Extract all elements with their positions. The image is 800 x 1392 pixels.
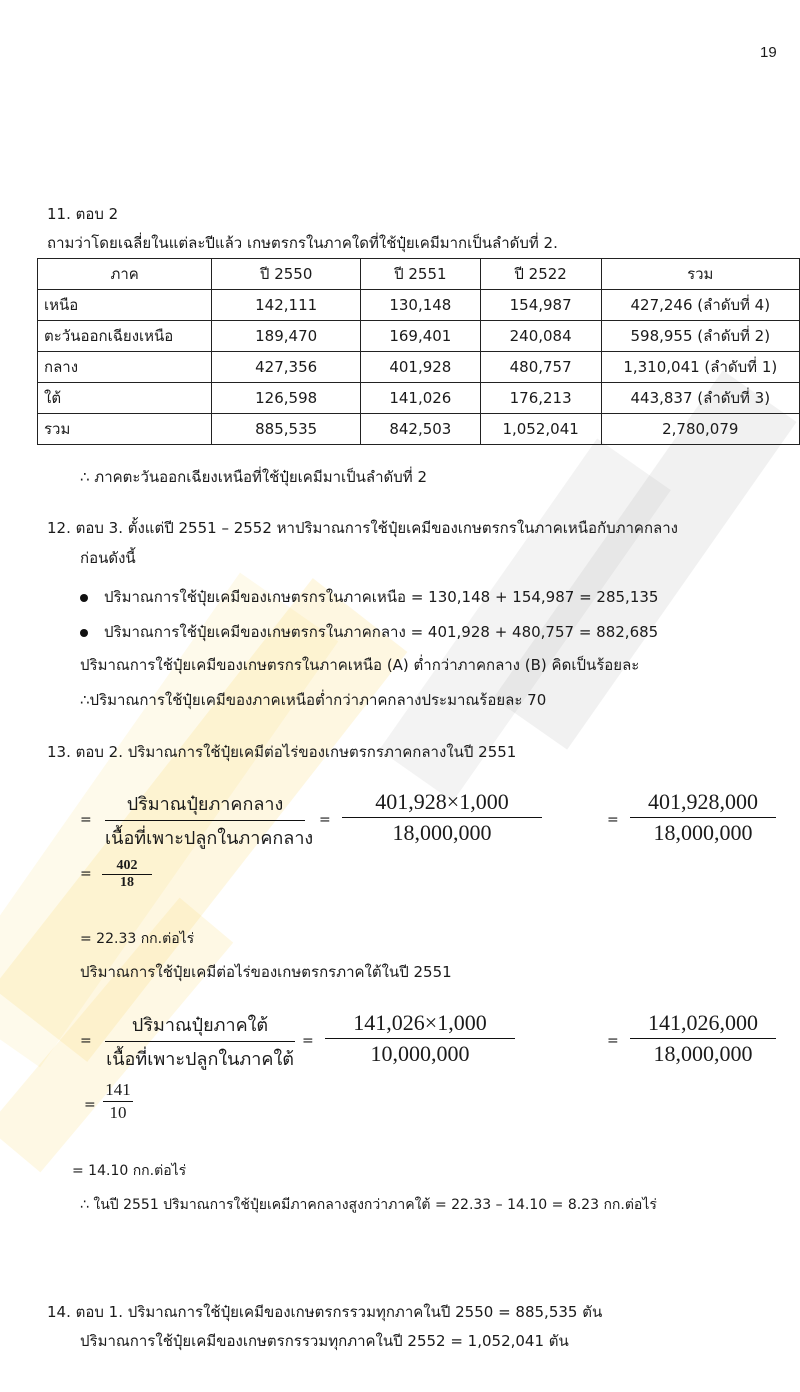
frac-numerator: 401,928,000 [648,789,758,814]
fraction-simplified-south [103,1080,133,1123]
q11-question: ถามว่าโดยเฉลี่ยในแต่ละปีแล้ว เกษตรกรในภาคใดที่ใช้ปุ๋ยเคมีมากเป็นลำดับที่ 2. [47,234,558,252]
cell-value: 142,111 [212,290,361,321]
table-row [38,290,800,321]
fraction-result-central [630,789,776,846]
bullet-text: ปริมาณการใช้ปุ๋ยเคมีของเกษตรกรในภาคเหนือ = 130,148 + 154,987 = 285,135 [104,588,659,606]
fraction-formula-central [105,789,314,852]
cell-total: 1,310,041 (ลำดับที่ 1) [601,352,799,383]
south-result: = 14.10 กก.ต่อไร่ [72,1163,187,1179]
q12-line3: ปริมาณการใช้ปุ๋ยเคมีของเกษตรกรในภาคเหนือ (A) ต่ำกว่าภาคกลาง (B) คิดเป็นร้อยละ [80,656,640,674]
cell-value: 189,470 [212,321,361,352]
cell-value: 126,598 [212,383,361,414]
frac-numerator: 401,928×1,000 [375,789,509,814]
table-row [38,352,800,383]
fraction-calc-south [325,1010,515,1067]
frac-denominator: 18 [120,875,134,890]
q11-heading: 11. ตอบ 2 [47,205,119,223]
equals-sign: = [607,1033,619,1049]
col-header-2551: ปี 2551 [360,259,480,290]
q12-conclusion: ∴ปริมาณการใช้ปุ๋ยเคมีของภาคเหนือต่ำกว่าภาคกลางประมาณร้อยละ 70 [80,691,547,709]
cell-total: 2,780,079 [601,414,799,445]
frac-denominator: 18,000,000 [653,820,753,845]
equals-sign: = [80,866,92,882]
col-header-2522: ปี 2522 [480,259,601,290]
frac-numerator: 141,026×1,000 [353,1010,487,1035]
central-result: = 22.33 กก.ต่อไร่ [80,931,195,947]
q12-bullet-central [80,620,658,644]
frac-denominator: 18,000,000 [653,1041,753,1066]
equals-sign: = [80,812,92,828]
q14-line2: ปริมาณการใช้ปุ๋ยเคมีของเกษตรกรรวมทุกภาคในปี 2552 = 1,052,041 ตัน [80,1332,569,1350]
q12-bullet-north [80,585,658,609]
frac-numerator: ปริมาณปุ๋ยภาคใต้ [131,1015,269,1036]
fraction-calc-central [342,789,542,846]
equals-sign: = [80,1033,92,1049]
q13-heading: 13. ตอบ 2. ปริมาณการใช้ปุ๋ยเคมีต่อไร่ของเกษตรกรภาคกลางในปี 2551 [47,743,517,761]
fraction-formula-south [105,1010,295,1073]
cell-value: 141,026 [360,383,480,414]
cell-region: รวม [38,414,212,445]
frac-numerator: 141,026,000 [648,1010,758,1035]
table-header-row [38,259,800,290]
table-row [38,383,800,414]
equals-sign: = [607,812,619,828]
cell-value: 154,987 [480,290,601,321]
cell-value: 842,503 [360,414,480,445]
frac-numerator: ปริมาณปุ๋ยภาคกลาง [126,794,284,815]
bullet-text: ปริมาณการใช้ปุ๋ยเคมีของเกษตรกรในภาคกลาง = 401,928 + 480,757 = 882,685 [104,623,659,641]
cell-value: 401,928 [360,352,480,383]
frac-denominator: 18,000,000 [392,820,492,845]
bullet-icon [80,629,88,637]
q11-conclusion: ∴ ภาคตะวันออกเฉียงเหนือที่ใช้ปุ๋ยเคมีมาเป็นลำดับที่ 2 [80,468,428,486]
col-header-total: รวม [601,259,799,290]
equals-sign: = [319,812,331,828]
cell-region: ใต้ [38,383,212,414]
equals-sign: = [302,1033,314,1049]
cell-value: 1,052,041 [480,414,601,445]
cell-region: ตะวันออกเฉียงเหนือ [38,321,212,352]
cell-value: 169,401 [360,321,480,352]
equals-sign: = [84,1097,96,1113]
frac-denominator: 10 [109,1103,127,1122]
q14-line1: 14. ตอบ 1. ปริมาณการใช้ปุ๋ยเคมีของเกษตรกรรวมทุกภาคในปี 2550 = 885,535 ตัน [47,1303,603,1321]
bullet-icon [80,594,88,602]
q12-heading: 12. ตอบ 3. ตั้งแต่ปี 2551 – 2552 หาปริมาณการใช้ปุ๋ยเคมีของเกษตรกรในภาคเหนือกับภาคกลาง [47,519,678,537]
col-header-2550: ปี 2550 [212,259,361,290]
table-row-total [38,414,800,445]
cell-value: 130,148 [360,290,480,321]
fraction-result-south [630,1010,776,1067]
cell-value: 240,084 [480,321,601,352]
cell-region: เหนือ [38,290,212,321]
page-number: 19 [760,44,777,61]
frac-numerator: 141 [105,1080,131,1099]
cell-value: 480,757 [480,352,601,383]
cell-value: 427,356 [212,352,361,383]
q12-heading-cont: ก่อนดังนี้ [80,549,136,567]
frac-numerator: 402 [116,858,138,873]
cell-total: 427,246 (ลำดับที่ 4) [601,290,799,321]
col-header-region: ภาค [38,259,212,290]
frac-denominator: 10,000,000 [370,1041,470,1066]
q13-conclusion: ∴ ในปี 2551 ปริมาณการใช้ปุ๋ยเคมีภาคกลางสูงกว่าภาคใต้ = 22.33 – 14.10 = 8.23 กก.ต่อไร่ [80,1197,657,1213]
cell-region: กลาง [38,352,212,383]
frac-denominator: เนื้อที่เพาะปลูกในภาคกลาง [105,828,314,849]
cell-value: 885,535 [212,414,361,445]
cell-value: 176,213 [480,383,601,414]
table-row [38,321,800,352]
fraction-simplified-central [102,858,152,891]
cell-total: 443,837 (ลำดับที่ 3) [601,383,799,414]
cell-total: 598,955 (ลำดับที่ 2) [601,321,799,352]
fertilizer-table [37,258,800,445]
south-heading: ปริมาณการใช้ปุ๋ยเคมีต่อไร่ของเกษตรกรภาคใต้ในปี 2551 [80,963,452,981]
frac-denominator: เนื้อที่เพาะปลูกในภาคใต้ [106,1049,294,1070]
